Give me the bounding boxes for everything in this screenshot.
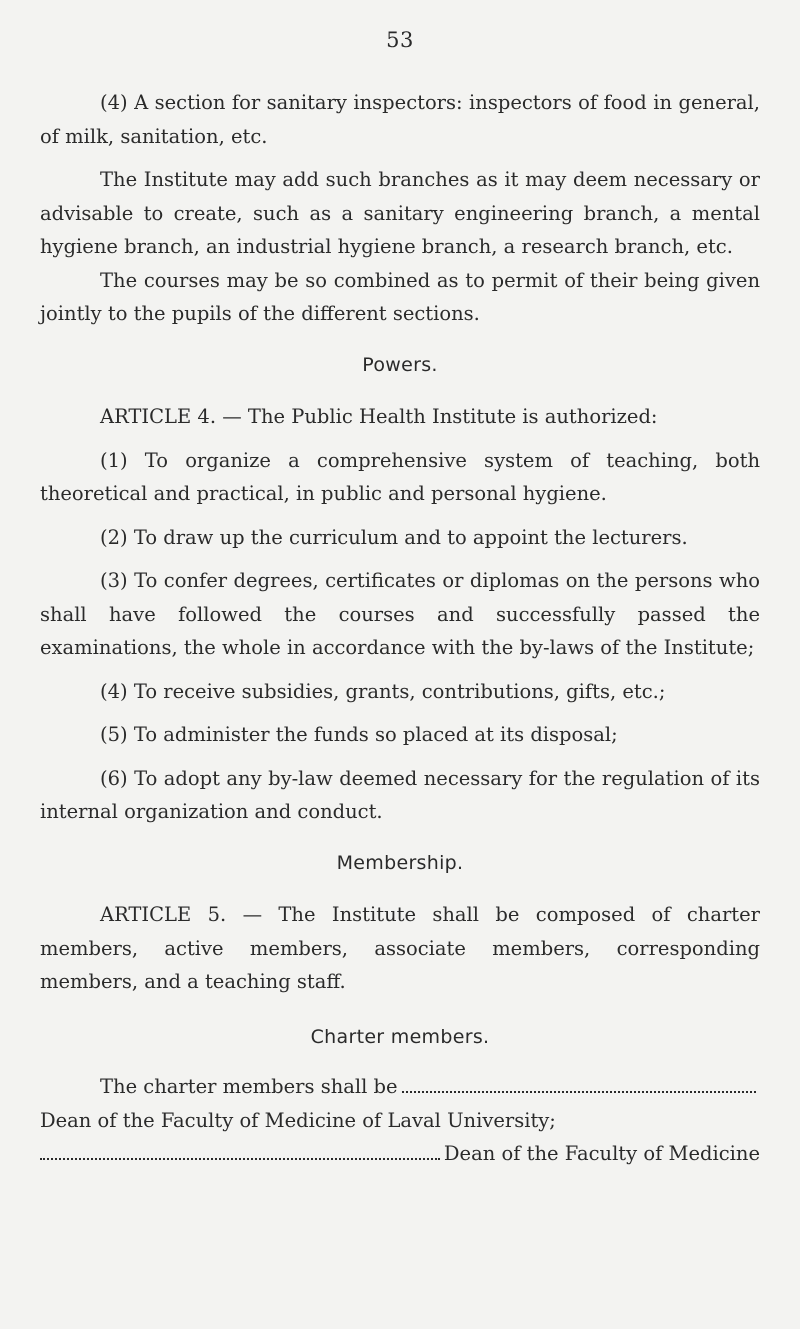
charter-line-2 — [40, 1104, 760, 1138]
paragraph-power-1: (1) To organize a comprehensive system of teaching, both theoretical and practical, in public and personal hygiene. — [40, 448, 760, 505]
paragraph-power-3: (3) To confer degrees, certificates or diplomas on the persons who shall have followed the courses and successfully passed the examinations, the whole in accordance with the by-laws of the Institute; — [40, 569, 760, 659]
paragraph-branches: The Institute may add such branches as it may deem necessary or advisable to create, such as a sanitary engineering branch, a mental hygiene branch, an industrial hygiene branch, a research branch, etc. — [40, 168, 760, 258]
paragraph-power-6: (6) To adopt any by-law deemed necessary for the regulation of its internal organization and conduct. — [40, 766, 760, 823]
paragraph-article-5: ARTICLE 5. — The Institute shall be composed of charter members, active members, associate members, corresponding members, and a teaching staff. — [40, 903, 760, 993]
paragraph-article-4: ARTICLE 4. — The Public Health Institute is authorized: — [100, 405, 658, 428]
paragraph-power-4: (4) To receive subsidies, grants, contributions, gifts, etc.; — [100, 679, 666, 703]
paragraph-section-4: (4) A section for sanitary inspectors: inspectors of food in general, of milk, sanitation, etc. — [40, 91, 760, 148]
page-number: 53 — [386, 28, 414, 52]
charter-line-3-text: Dean of the Faculty of Medicine — [443, 1142, 760, 1165]
charter-line-3 — [40, 1137, 760, 1171]
paragraph-courses: The courses may be so combined as to permit of their being given jointly to the pupils of the different sections. — [40, 268, 760, 325]
heading-charter-members: Charter members. — [310, 1025, 490, 1048]
page-body — [40, 86, 760, 1171]
charter-line-1-text: The charter members shall be — [100, 1075, 398, 1098]
paragraph-power-5: (5) To administer the funds so placed at its disposal; — [100, 723, 618, 746]
paragraph-power-2: (2) To draw up the curriculum and to appoint the lecturers. — [100, 525, 688, 549]
charter-line-2-text: Dean of the Faculty of Medicine of Laval University; — [40, 1108, 556, 1132]
dot-leader — [402, 1090, 756, 1093]
dot-leader — [40, 1157, 440, 1160]
charter-line-1 — [40, 1070, 760, 1104]
heading-membership: Membership. — [336, 851, 464, 874]
heading-powers: Powers. — [362, 353, 438, 376]
